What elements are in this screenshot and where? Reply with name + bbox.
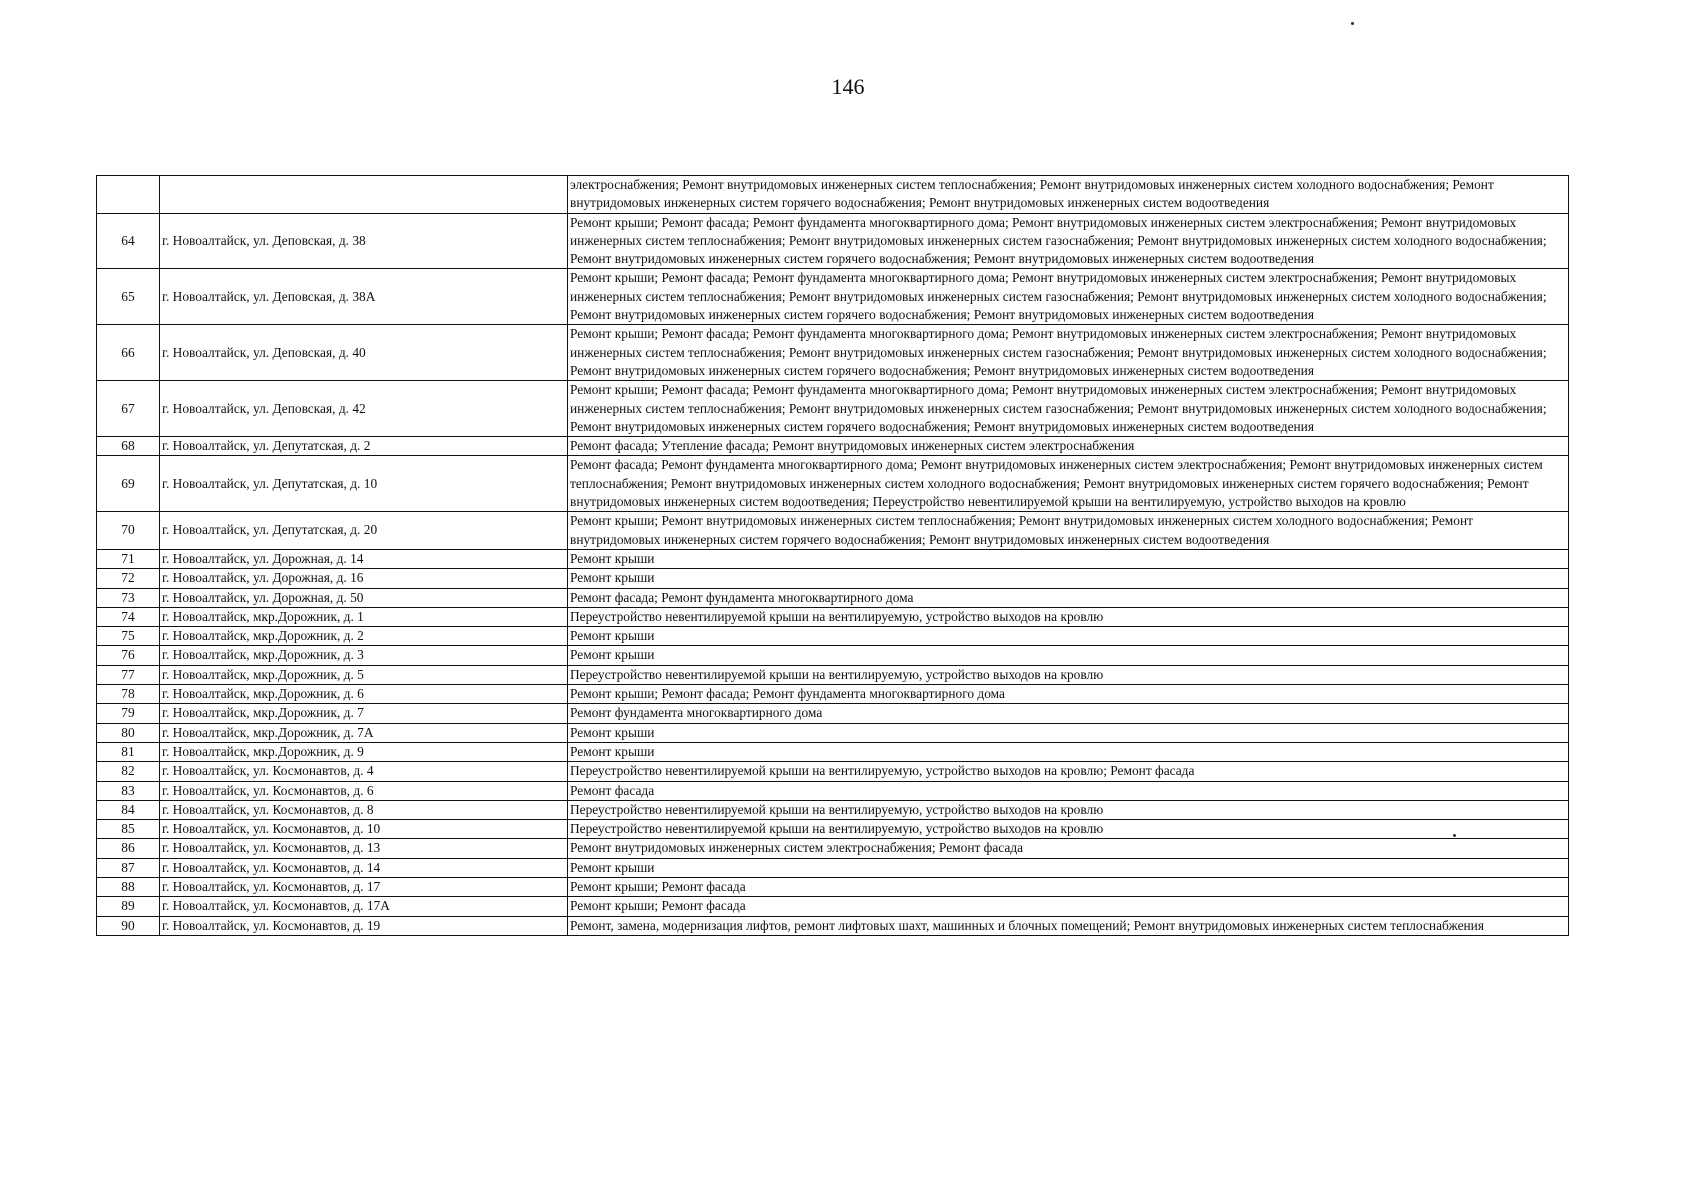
table-row [97,176,1569,214]
row-address: г. Новоалтайск, ул. Космонавтов, д. 17А [160,897,568,916]
row-address: г. Новоалтайск, ул. Депутатская, д. 10 [160,456,568,512]
row-number: 74 [97,607,160,626]
row-number: 83 [97,781,160,800]
row-number: 71 [97,549,160,568]
scan-speck [1351,22,1354,25]
row-address: г. Новоалтайск, ул. Космонавтов, д. 14 [160,858,568,877]
table-row [97,723,1569,742]
table-row [97,665,1569,684]
row-number: 72 [97,569,160,588]
row-number: 84 [97,800,160,819]
table-row [97,685,1569,704]
row-address: г. Новоалтайск, мкр.Дорожник, д. 2 [160,627,568,646]
table-body [97,176,1569,936]
table-row [97,897,1569,916]
row-address: г. Новоалтайск, ул. Депутатская, д. 2 [160,437,568,456]
table-row [97,325,1569,381]
row-number: 82 [97,762,160,781]
row-works: Переустройство невентилируемой крыши на вентилируемую, устройство выходов на кровлю [568,607,1569,626]
row-address: г. Новоалтайск, мкр.Дорожник, д. 7А [160,723,568,742]
row-address: г. Новоалтайск, ул. Космонавтов, д. 17 [160,877,568,896]
row-works: Ремонт фасада; Ремонт фундамента многоквартирного дома [568,588,1569,607]
row-works: Переустройство невентилируемой крыши на вентилируемую, устройство выходов на кровлю [568,800,1569,819]
row-address: г. Новоалтайск, мкр.Дорожник, д. 3 [160,646,568,665]
row-address: г. Новоалтайск, ул. Космонавтов, д. 13 [160,839,568,858]
row-address: г. Новоалтайск, ул. Дорожная, д. 50 [160,588,568,607]
row-address: г. Новоалтайск, ул. Космонавтов, д. 8 [160,800,568,819]
row-number: 69 [97,456,160,512]
row-works: Ремонт крыши; Ремонт внутридомовых инженерных систем теплоснабжения; Ремонт внутридомовых инженерных систем холодного водоснабжения; Ремонт внутридомовых инженерных систем горячего водоснабжения; Ремонт внутридомовых инженерных систем водоотведения [568,512,1569,550]
row-number: 85 [97,820,160,839]
page-number: 146 [831,74,865,99]
table-row [97,877,1569,896]
row-works: Ремонт крыши; Ремонт фасада [568,877,1569,896]
table-row [97,800,1569,819]
row-works: электроснабжения; Ремонт внутридомовых инженерных систем теплоснабжения; Ремонт внутридомовых инженерных систем холодного водоснабжения; Ремонт внутридомовых инженерных систем горячего водоснабжения; Ремонт внутридомовых инженерных систем водоотведения [568,176,1569,214]
row-address: г. Новоалтайск, мкр.Дорожник, д. 9 [160,742,568,761]
row-works: Ремонт крыши; Ремонт фасада; Ремонт фундамента многоквартирного дома; Ремонт внутридомовых инженерных систем электроснабжения; Ремонт внутридомовых инженерных систем теплоснабжения; Ремонт внутридомовых инженерных систем газоснабжения; Ремонт внутридомовых инженерных систем холодного водоснабжения; Ремонт внутридомовых инженерных систем горячего водоснабжения; Ремонт внутридомовых инженерных систем водоотведения [568,325,1569,381]
row-address: г. Новоалтайск, ул. Деповская, д. 38А [160,269,568,325]
table-row [97,781,1569,800]
row-works: Ремонт фундамента многоквартирного дома [568,704,1569,723]
row-number: 75 [97,627,160,646]
row-number: 66 [97,325,160,381]
table-row [97,839,1569,858]
table-row [97,437,1569,456]
row-works: Ремонт крыши [568,723,1569,742]
table-row [97,627,1569,646]
row-address: г. Новоалтайск, ул. Деповская, д. 38 [160,213,568,269]
row-works: Переустройство невентилируемой крыши на вентилируемую, устройство выходов на кровлю [568,820,1569,839]
row-address: г. Новоалтайск, мкр.Дорожник, д. 5 [160,665,568,684]
row-address: г. Новоалтайск, мкр.Дорожник, д. 6 [160,685,568,704]
table-row [97,820,1569,839]
row-address [160,176,568,214]
row-address: г. Новоалтайск, ул. Депутатская, д. 20 [160,512,568,550]
row-works: Ремонт крыши [568,569,1569,588]
row-address: г. Новоалтайск, ул. Деповская, д. 42 [160,381,568,437]
row-works: Ремонт крыши; Ремонт фасада; Ремонт фундамента многоквартирного дома [568,685,1569,704]
row-number: 87 [97,858,160,877]
row-number: 67 [97,381,160,437]
row-number: 79 [97,704,160,723]
row-number: 78 [97,685,160,704]
table-row [97,456,1569,512]
table-row [97,588,1569,607]
scan-speck [1453,834,1456,837]
row-number: 64 [97,213,160,269]
row-works: Ремонт фасада; Утепление фасада; Ремонт внутридомовых инженерных систем электроснабжения [568,437,1569,456]
row-works: Переустройство невентилируемой крыши на вентилируемую, устройство выходов на кровлю [568,665,1569,684]
table-row [97,704,1569,723]
row-number: 90 [97,916,160,935]
row-number: 86 [97,839,160,858]
row-number: 73 [97,588,160,607]
row-works: Ремонт крыши [568,858,1569,877]
row-works: Ремонт крыши; Ремонт фасада; Ремонт фундамента многоквартирного дома; Ремонт внутридомовых инженерных систем электроснабжения; Ремонт внутридомовых инженерных систем теплоснабжения; Ремонт внутридомовых инженерных систем газоснабжения; Ремонт внутридомовых инженерных систем холодного водоснабжения; Ремонт внутридомовых инженерных систем горячего водоснабжения; Ремонт внутридомовых инженерных систем водоотведения [568,269,1569,325]
row-works: Ремонт крыши [568,742,1569,761]
row-address: г. Новоалтайск, мкр.Дорожник, д. 1 [160,607,568,626]
row-address: г. Новоалтайск, мкр.Дорожник, д. 7 [160,704,568,723]
row-number: 88 [97,877,160,896]
table-row [97,213,1569,269]
row-works: Ремонт крыши [568,627,1569,646]
row-works: Ремонт крыши; Ремонт фасада; Ремонт фундамента многоквартирного дома; Ремонт внутридомовых инженерных систем электроснабжения; Ремонт внутридомовых инженерных систем теплоснабжения; Ремонт внутридомовых инженерных систем газоснабжения; Ремонт внутридомовых инженерных систем холодного водоснабжения; Ремонт внутридомовых инженерных систем горячего водоснабжения; Ремонт внутридомовых инженерных систем водоотведения [568,381,1569,437]
row-number: 65 [97,269,160,325]
row-address: г. Новоалтайск, ул. Дорожная, д. 16 [160,569,568,588]
table-row [97,646,1569,665]
table-row [97,762,1569,781]
row-works: Ремонт крыши; Ремонт фасада [568,897,1569,916]
row-address: г. Новоалтайск, ул. Космонавтов, д. 10 [160,820,568,839]
row-works: Ремонт крыши; Ремонт фасада; Ремонт фундамента многоквартирного дома; Ремонт внутридомовых инженерных систем электроснабжения; Ремонт внутридомовых инженерных систем теплоснабжения; Ремонт внутридомовых инженерных систем газоснабжения; Ремонт внутридомовых инженерных систем холодного водоснабжения; Ремонт внутридомовых инженерных систем горячего водоснабжения; Ремонт внутридомовых инженерных систем водоотведения [568,213,1569,269]
repair-works-table [96,175,1569,936]
row-address: г. Новоалтайск, ул. Космонавтов, д. 6 [160,781,568,800]
row-works: Ремонт фасада; Ремонт фундамента многоквартирного дома; Ремонт внутридомовых инженерных систем электроснабжения; Ремонт внутридомовых инженерных систем теплоснабжения; Ремонт внутридомовых инженерных систем холодного водоснабжения; Ремонт внутридомовых инженерных систем горячего водоснабжения; Ремонт внутридомовых инженерных систем водоотведения; Переустройство невентилируемой крыши на вентилируемую, устройство выходов на кровлю [568,456,1569,512]
table-row [97,607,1569,626]
row-address: г. Новоалтайск, ул. Космонавтов, д. 4 [160,762,568,781]
table-row [97,549,1569,568]
row-address: г. Новоалтайск, ул. Деповская, д. 40 [160,325,568,381]
row-works: Ремонт, замена, модернизация лифтов, ремонт лифтовых шахт, машинных и блочных помещений; Ремонт внутридомовых инженерных систем теплоснабжения [568,916,1569,935]
row-works: Ремонт фасада [568,781,1569,800]
table-row [97,742,1569,761]
table-row [97,381,1569,437]
row-number: 77 [97,665,160,684]
row-address: г. Новоалтайск, ул. Дорожная, д. 14 [160,549,568,568]
row-works: Ремонт крыши [568,549,1569,568]
table-row [97,269,1569,325]
table-row [97,569,1569,588]
row-works: Переустройство невентилируемой крыши на вентилируемую, устройство выходов на кровлю; Ремонт фасада [568,762,1569,781]
table-row [97,858,1569,877]
row-works: Ремонт внутридомовых инженерных систем электроснабжения; Ремонт фасада [568,839,1569,858]
row-works: Ремонт крыши [568,646,1569,665]
row-number: 68 [97,437,160,456]
row-number [97,176,160,214]
row-address: г. Новоалтайск, ул. Космонавтов, д. 19 [160,916,568,935]
row-number: 89 [97,897,160,916]
table-row [97,916,1569,935]
row-number: 80 [97,723,160,742]
row-number: 81 [97,742,160,761]
row-number: 70 [97,512,160,550]
table-row [97,512,1569,550]
row-number: 76 [97,646,160,665]
